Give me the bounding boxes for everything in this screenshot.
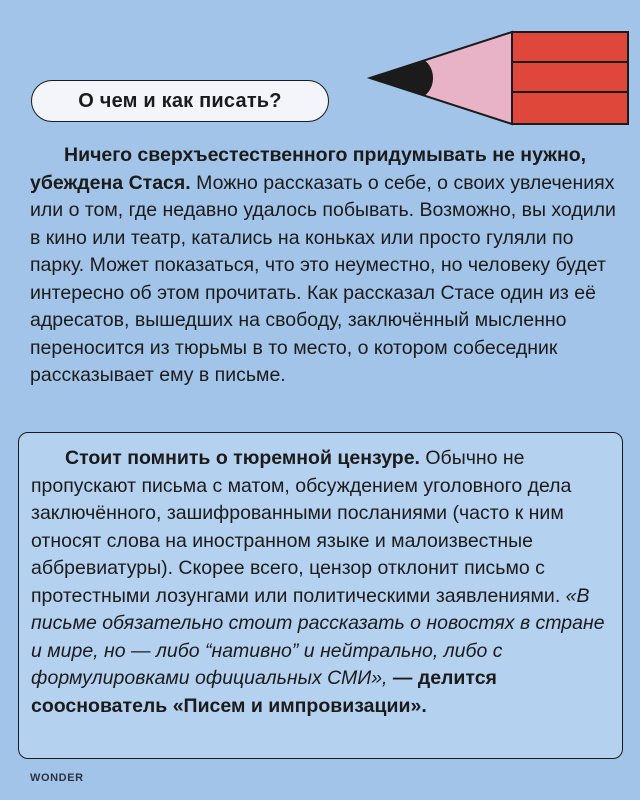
- card-text: Обычно не пропускают письма с матом, обсуждением уголовного дела заключённого, зашифрованными посланиями (часто к ним относят слова на иностранном языке и малоизвестные аббревиатуры). Скорее всего, цензор отклонит письмо с протестными лозунгами или политическими заявлениями.: [31, 447, 572, 607]
- card-quote: «В письме обязательно стоит рассказать о новостях в стране и мире, но — либо “нативно” и нейтрально, либо с формулировками официальных СМИ»,: [31, 584, 605, 689]
- censorship-card: [18, 432, 623, 759]
- card-attribution: — делится сооснователь «Писем и импровизации».: [31, 667, 497, 717]
- pencil-icon: [366, 28, 640, 128]
- brand-logo: WONDER: [30, 772, 84, 784]
- section-heading-pill: [31, 80, 329, 122]
- intro-paragraph: [30, 142, 620, 390]
- section-heading: О чем и как писать?: [78, 89, 282, 112]
- intro-text: Можно рассказать о себе, о своих увлечениях или о том, где недавно удалось побывать. Возможно, вы ходили в кино или театр, катались на коньках или просто гуляли по парку. Может показаться, что это неуместно, но человеку будет интересно об этом прочитать. Как рассказал Стасе один из её адресатов, вышедших на свободу, заключённый мысленно переносится из тюрьмы в то место, о котором собеседник рассказывает ему в письме.: [30, 171, 616, 386]
- card-paragraph: [31, 445, 617, 720]
- card-lead: Стоит помнить о тюремной цензуре.: [65, 447, 420, 469]
- intro-lead: Ничего сверхъестественного придумывать не нужно, убеждена Стася.: [30, 144, 587, 194]
